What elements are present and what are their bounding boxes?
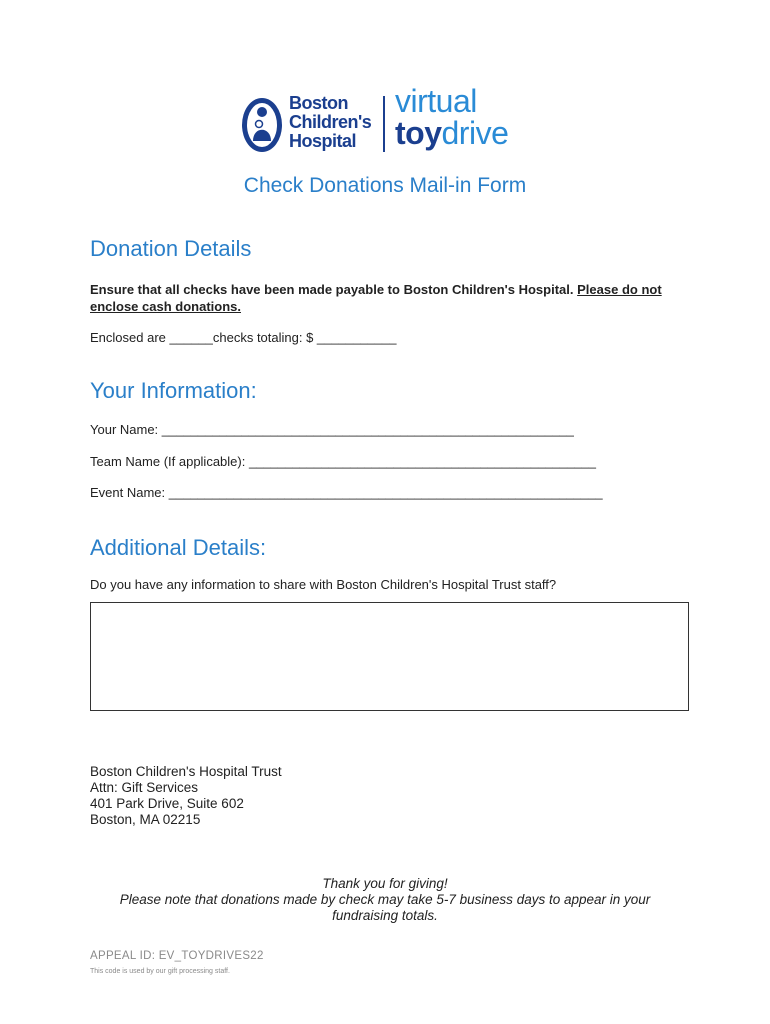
donation-details-heading: Donation Details xyxy=(90,236,252,261)
enclosed-checks-field[interactable]: Enclosed are ______checks totaling: $ ___________ xyxy=(90,330,397,345)
mailing-address: Boston Children's Hospital Trust Attn: Gift Services 401 Park Drive, Suite 602 Boston, MA 02215 xyxy=(90,764,282,827)
thank-you-note: Thank you for giving! Please note that donations made by check may take 5-7 business days to appear in your fundraising totals. xyxy=(119,876,651,923)
team-name-field[interactable]: Team Name (If applicable): ________________________________________________ xyxy=(90,454,596,469)
your-name-field[interactable]: Your Name: _________________________________________________________ xyxy=(90,422,574,437)
form-title: Check Donations Mail-in Form xyxy=(243,174,527,197)
additional-question: Do you have any information to share with Boston Children's Hospital Trust staff? xyxy=(90,577,557,592)
appeal-id-note: This code is used by our gift processing staff. xyxy=(90,968,230,975)
additional-details-textbox[interactable] xyxy=(90,602,689,711)
your-information-heading: Your Information: xyxy=(90,378,257,403)
logo xyxy=(240,83,540,160)
additional-details-heading: Additional Details: xyxy=(90,535,267,560)
hospital-name: Boston Children's Hospital xyxy=(289,93,372,151)
virtual-toydrive-wordmark: virtual toydrive xyxy=(395,83,509,151)
event-name-field[interactable]: Event Name: ____________________________________________________________ xyxy=(90,485,603,500)
hospital-seal-icon xyxy=(240,96,284,154)
payable-note: Ensure that all checks have been made payable to Boston Children's Hospital. Please do not enclose cash donations. xyxy=(90,282,662,314)
logo-divider xyxy=(383,96,385,152)
appeal-id: APPEAL ID: EV_TOYDRIVES22 xyxy=(90,950,264,962)
